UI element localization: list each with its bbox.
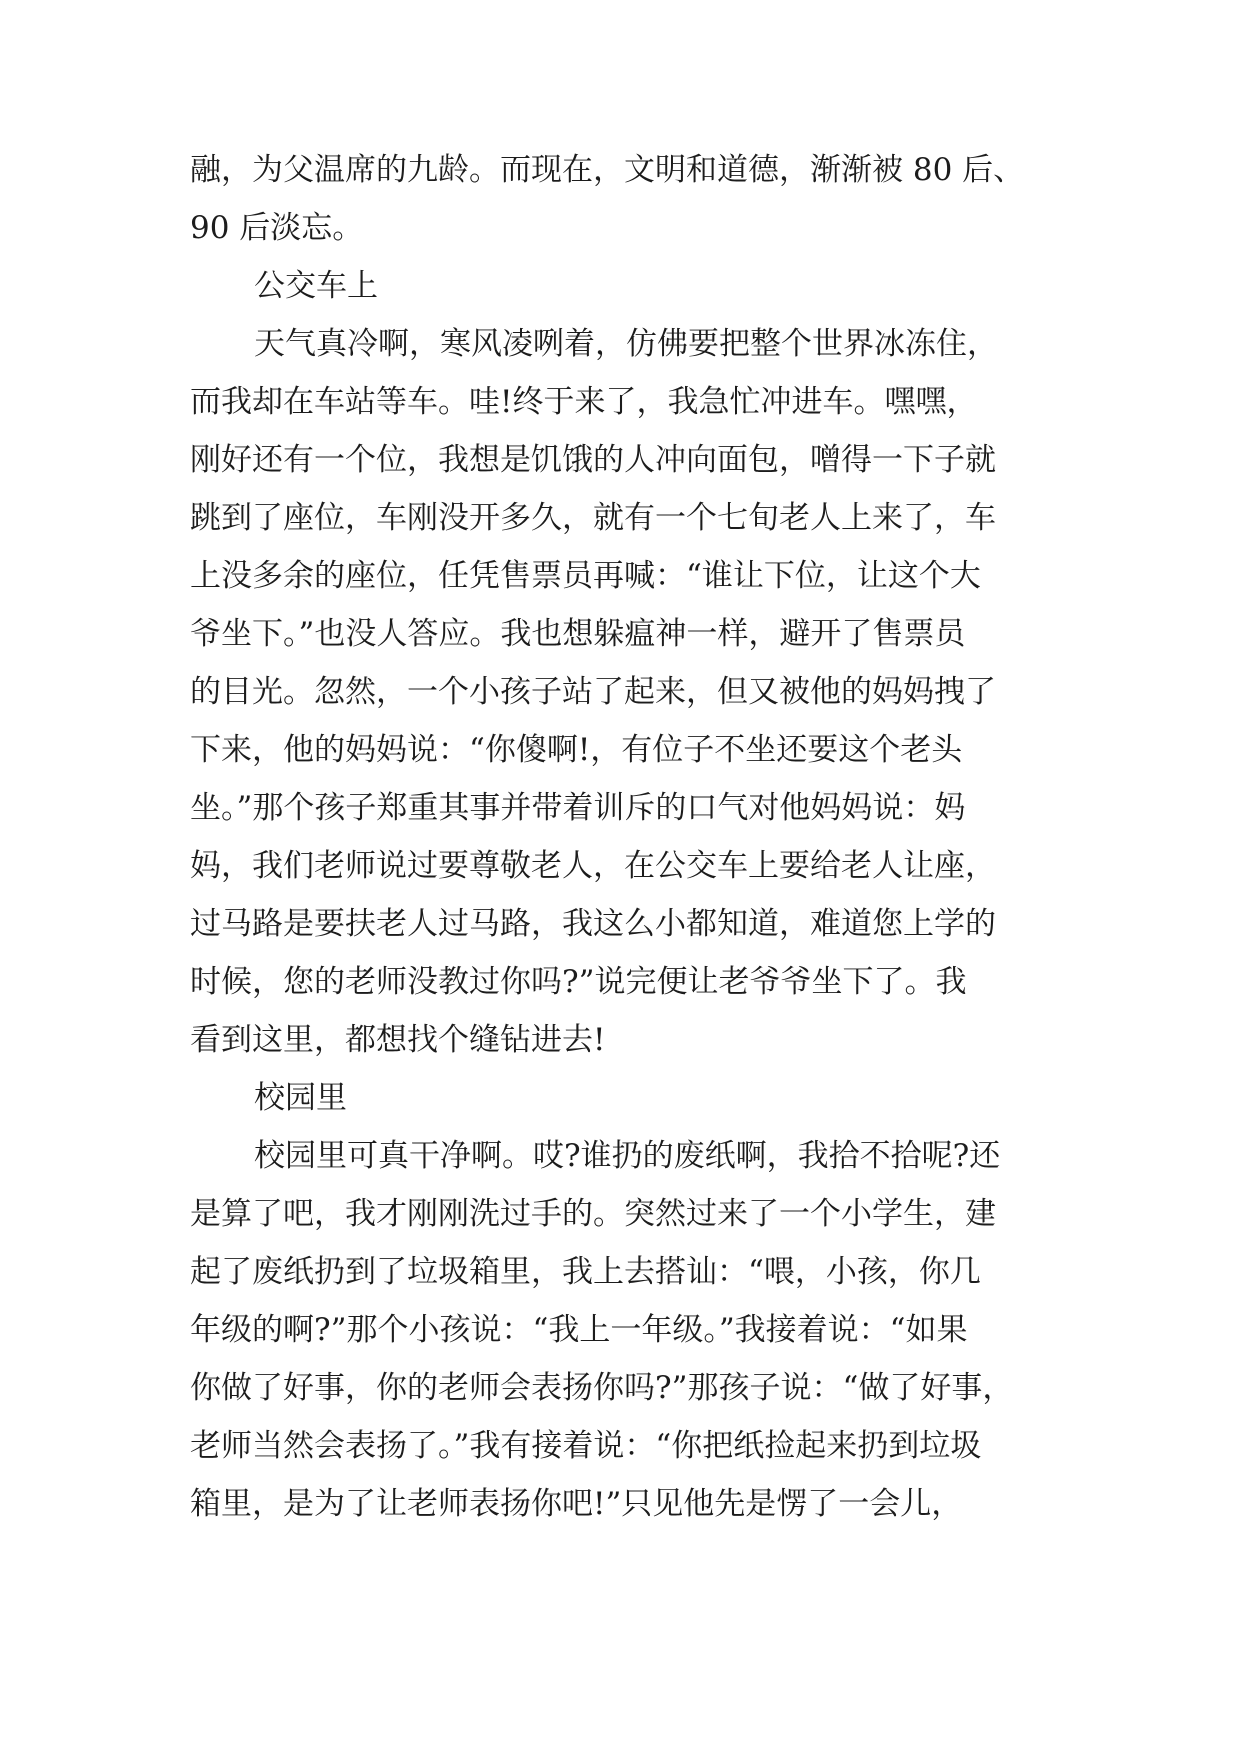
text-line (0, 1127, 1241, 1185)
text-line-content: 跳到了座位，车刚没开多久，就有一个七旬老人上来了，车 (190, 500, 996, 536)
text-line-content: 你做了好事，你的老师会表扬你吗?”那孩子说：“做了好事， (190, 1370, 1014, 1406)
text-line-content: 过马路是要扶老人过马路，我这么小都知道，难道您上学的 (190, 906, 996, 942)
text-line-content: 而我却在车站等车。哇!终于来了，我急忙冲进车。嘿嘿， (190, 384, 978, 420)
text-line-content: 老师当然会表扬了。”我有接着说：“你把纸捡起来扔到垃圾 (190, 1428, 982, 1464)
text-line (0, 1359, 1241, 1417)
text-line (0, 1185, 1241, 1243)
text-line (0, 779, 1241, 837)
section-heading-bus: 公交车上 (254, 268, 378, 304)
text-line-content: 是算了吧，我才刚刚洗过手的。突然过来了一个小学生，建 (190, 1196, 996, 1232)
text-line (0, 141, 1241, 199)
text-line (0, 547, 1241, 605)
text-line-content: 校园里可真干净啊。哎?谁扔的废纸啊，我拾不拾呢?还 (254, 1138, 1001, 1174)
text-line (0, 1301, 1241, 1359)
text-line-content: 下来，他的妈妈说：“你傻啊!，有位子不坐还要这个老头 (190, 732, 963, 768)
text-line-content: 上没多余的座位，任凭售票员再喊：“谁让下位，让这个大 (190, 558, 981, 594)
text-line-content: 天气真冷啊，寒风凌咧着，仿佛要把整个世界冰冻住， (254, 326, 998, 362)
text-line-content: 看到这里，都想找个缝钻进去! (190, 1022, 606, 1058)
text-line-content: 妈，我们老师说过要尊敬老人，在公交车上要给老人让座， (190, 848, 996, 884)
text-line (0, 199, 1241, 257)
text-line (0, 721, 1241, 779)
text-line (0, 1475, 1241, 1533)
text-line-content: 起了废纸扔到了垃圾箱里，我上去搭讪：“喂，小孩，你几 (190, 1254, 981, 1290)
text-line-content: 时候，您的老师没教过你吗?”说完便让老爷爷坐下了。我 (190, 964, 967, 1000)
text-line (0, 1417, 1241, 1475)
text-line (0, 1243, 1241, 1301)
text-line-content: 箱里，是为了让老师表扬你吧!”只见他先是愣了一会儿， (190, 1486, 963, 1522)
text-line-content: 融，为父温席的九龄。而现在，文明和道德，渐渐被 80 后、 (190, 152, 1025, 188)
section-heading (0, 257, 1241, 315)
text-line-content: 坐。”那个孩子郑重其事并带着训斥的口气对他妈妈说：妈 (190, 790, 966, 826)
text-line-content: 90 后淡忘。 (190, 210, 364, 246)
text-line (0, 431, 1241, 489)
text-line (0, 315, 1241, 373)
text-line (0, 1011, 1241, 1069)
text-line-content: 年级的啊?”那个小孩说：“我上一年级。”我接着说：“如果 (190, 1312, 968, 1348)
text-line (0, 605, 1241, 663)
text-line (0, 663, 1241, 721)
text-line (0, 895, 1241, 953)
text-line (0, 837, 1241, 895)
text-line-content: 爷坐下。”也没人答应。我也想躲瘟神一样，避开了售票员 (190, 616, 966, 652)
text-line (0, 373, 1241, 431)
text-line-content: 的目光。忽然，一个小孩子站了起来，但又被他的妈妈拽了 (190, 674, 996, 710)
text-line (0, 953, 1241, 1011)
text-line (0, 489, 1241, 547)
section-heading-campus: 校园里 (254, 1080, 347, 1116)
text-line-content: 刚好还有一个位，我想是饥饿的人冲向面包，噌得一下子就 (190, 442, 996, 478)
section-heading (0, 1069, 1241, 1127)
